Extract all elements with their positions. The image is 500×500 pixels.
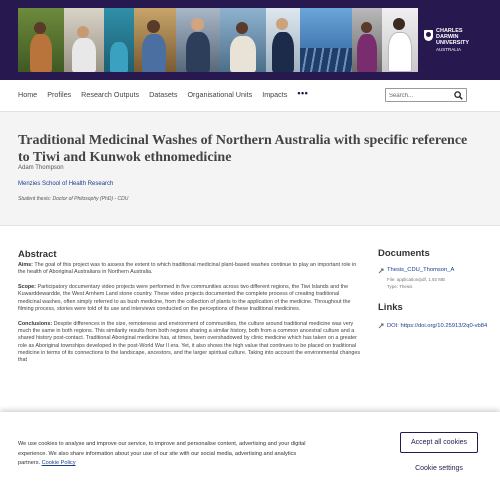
nav-item-research-outputs[interactable]: Research Outputs [81,90,140,99]
abstract-paragraph: Aims: The goal of this project was to assess the extent to which traditional medicinal plant-based washes continue to play an important role in the health of Aboriginal Australians in Northern Australia. [18,262,357,276]
cdu-crest-icon [424,30,433,41]
site-banner [0,0,500,80]
nav-item-organisational-units[interactable]: Organisational Units [187,90,253,99]
search-box [385,88,467,102]
document-file-link[interactable]: Thesis_CDU_Thomson_A [387,267,455,273]
university-logo[interactable] [424,28,488,58]
cookie-consent-banner [0,412,500,500]
abstract-fade-overlay [18,396,363,410]
abstract-label: Conclusions: [18,320,53,327]
nav-links [18,90,308,100]
abstract-label: Aims: [18,262,33,268]
nav-item-home[interactable]: Home [18,90,38,99]
abstract-label: Scope: [18,284,36,291]
cookie-policy-link[interactable]: Cookie Policy [41,460,76,466]
abstract-paragraph: Scope: Participatory documentary video projects were performed in five communities across two different regions, the Tiwi Islands and the Kuwarddewardde, the West Arnhem Land stone country. These video projects documented the complete process of creating traditional medicinal washes, often simply referred to as bush medicine, from the collection of plants to the application of the medicine. Throughout the filming process, stories were told of its use and interviews conducted on the perceptions of these traditional medicines. [18,284,351,313]
nav-item-datasets[interactable]: Datasets [149,90,178,99]
nav-more-button[interactable]: ••• [297,88,309,98]
abstract-paragraph: Conclusions: Despite differences in the size, remoteness and environment of communities, the culture around traditional medicine was very much the same in both regions. This similarity results from both regions sharing a similar history, both from a common ancestral culture and a shared history post-contact. Traditional Aboriginal medicine has, at times, been overshadowed by clinic medicine which has taken on a greater role as Aboriginal townships developed in the post-World War II era. Yet, it also shows the high value that continues to be placed on traditional medicine in terms of its connections to the landscape, ancestors, and the larger spiritual culture. Taking into account the environmental changes that [18,320,361,364]
thesis-type: Student thesis: Doctor of Philosophy (PhD) - CDU [18,196,129,202]
abstract-heading: Abstract [18,249,57,260]
cookie-message: We use cookies to analyse and improve our service, to improve and personalise content, advertising and your digital experience. We also share information about your use of our site with our social media, advertising and analytics partners. Cookie Policy [18,441,306,466]
cookie-settings-button[interactable]: Cookie settings [400,461,478,475]
links-heading: Links [378,302,403,313]
main-navigation [0,80,500,112]
organisation-link[interactable]: Menzies School of Health Research [18,181,114,187]
document-file-meta: File: application/pdf, 1.92 MB [387,277,446,282]
link-icon [378,323,384,329]
nav-item-profiles[interactable]: Profiles [47,90,72,99]
search-icon[interactable] [454,91,463,100]
document-file-type: Type: Thesis [387,284,413,289]
accept-all-cookies-button[interactable]: Accept all cookies [400,432,478,453]
university-logo-text: CHARLES DARWIN UNIVERSITY AUSTRALIA [436,28,470,52]
banner-photo-collage [18,8,418,72]
author-name: Adam Thompson [18,165,64,171]
thesis-header [0,112,500,226]
search-input[interactable] [389,91,449,100]
abstract-text [18,262,363,410]
doi-link[interactable]: DOI: https://doi.org/10.25913/2q0-vb84 [387,323,488,329]
page-title: Traditional Medicinal Washes of Northern Australia with specific reference to Tiwi and Kunwok ethnomedicine [18,133,468,165]
nav-item-impacts[interactable]: Impacts [262,90,288,99]
document-icon [378,268,384,274]
documents-heading: Documents [378,248,430,259]
